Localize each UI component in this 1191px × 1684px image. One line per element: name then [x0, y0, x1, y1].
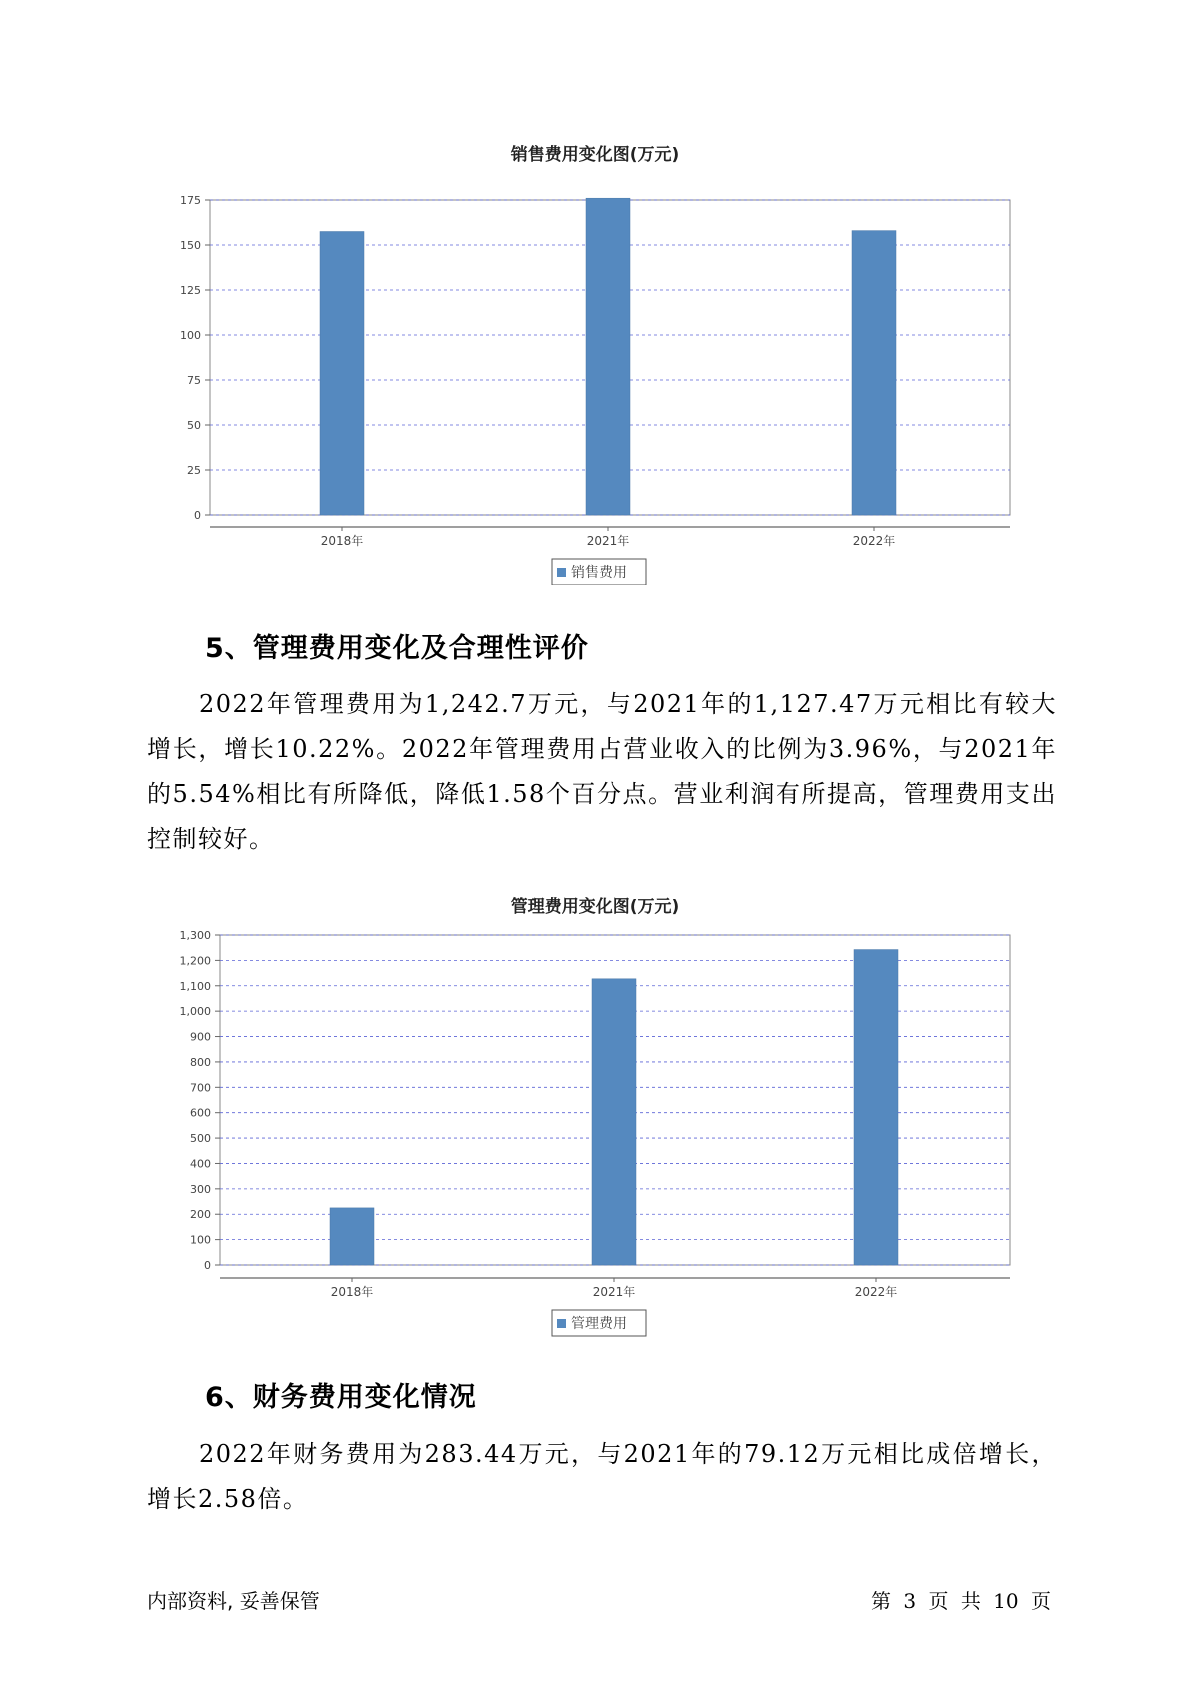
- chart-title: 销售费用变化图(万元): [510, 145, 680, 165]
- x-tick-label: 2022年: [854, 1285, 898, 1299]
- legend-label: 管理费用: [571, 1316, 627, 1332]
- y-tick-label: 25: [187, 464, 201, 477]
- section-6-heading: 6、财务费用变化情况: [205, 1382, 477, 1413]
- y-tick-label: 500: [190, 1132, 211, 1146]
- legend-swatch: [557, 568, 566, 577]
- y-tick-label: 75: [187, 374, 201, 387]
- x-tick-label: 2018年: [330, 1285, 374, 1299]
- y-tick-label: 1,300: [179, 929, 211, 942]
- y-tick-label: 1,000: [179, 1005, 211, 1019]
- y-tick-label: 150: [180, 239, 201, 252]
- y-tick-label: 100: [190, 1233, 211, 1247]
- section-5-paragraph: 2022年管理费用为1,242.7万元，与2021年的1,127.47万元相比有较大增长，增长10.22%。2022年管理费用占营业收入的比例为3.96%，与2021年的5.54%相比有所降低，降低1.58个百分点。营业利润有所提高，管理费用支出控制较好。: [147, 690, 1057, 853]
- x-tick-label: 2021年: [586, 534, 630, 548]
- y-tick-label: 300: [190, 1182, 211, 1196]
- legend-label: 销售费用: [571, 565, 627, 581]
- bar-2018年: [330, 1208, 374, 1265]
- sales-expense-chart-svg: [0, 135, 1191, 585]
- section-5-heading: 5、管理费用变化及合理性评价: [205, 633, 589, 664]
- y-tick-label: 1,200: [179, 954, 211, 968]
- admin-expense-chart: [0, 887, 1191, 1337]
- y-tick-label: 700: [190, 1081, 211, 1095]
- y-tick-label: 175: [180, 194, 201, 207]
- y-tick-label: 900: [190, 1030, 211, 1044]
- legend-swatch: [557, 1319, 566, 1328]
- y-tick-label: 100: [180, 329, 201, 342]
- bar-2022年: [852, 231, 896, 515]
- y-tick-label: 0: [194, 509, 201, 522]
- section-6-paragraph: 2022年财务费用为283.44万元，与2021年的79.12万元相比成倍增长，增长2.58倍。: [147, 1440, 1057, 1513]
- footer-page-number: 第 3 页 共 10 页: [871, 1589, 1051, 1613]
- footer-confidential-note: 内部资料, 妥善保管: [147, 1589, 320, 1613]
- x-tick-label: 2022年: [852, 534, 896, 548]
- y-tick-label: 400: [190, 1157, 211, 1171]
- bar-2018年: [320, 232, 364, 516]
- x-tick-label: 2021年: [592, 1285, 636, 1299]
- y-tick-label: 200: [190, 1208, 211, 1222]
- y-tick-label: 125: [180, 284, 201, 297]
- y-tick-label: 0: [204, 1259, 211, 1272]
- y-tick-label: 600: [190, 1106, 211, 1120]
- y-tick-label: 50: [187, 419, 201, 432]
- bar-2021年: [586, 198, 630, 515]
- chart-title: 管理费用变化图(万元): [510, 897, 680, 917]
- admin-expense-chart-svg: [0, 887, 1191, 1337]
- bar-2021年: [592, 979, 636, 1265]
- bar-2022年: [854, 950, 898, 1265]
- y-tick-label: 800: [190, 1055, 211, 1069]
- sales-expense-chart: [0, 135, 1191, 585]
- y-tick-label: 1,100: [179, 979, 211, 993]
- x-tick-label: 2018年: [320, 534, 364, 548]
